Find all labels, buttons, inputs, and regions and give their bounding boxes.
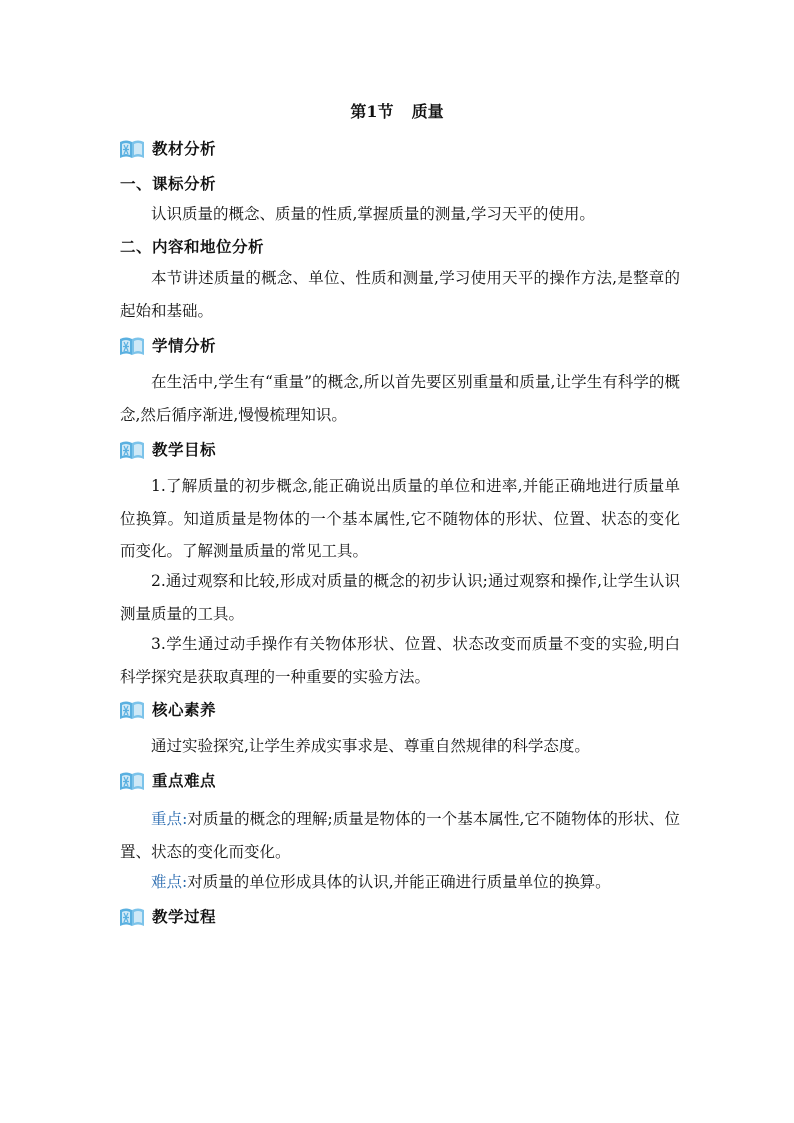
open-book-icon [119,771,145,791]
paragraph-content-position: 本节讲述质量的概念、单位、性质和测量,学习使用天平的操作方法,是整章的起始和基础。 [120,269,680,320]
paragraph-goal-1: 1.了解质量的初步概念,能正确说出质量的单位和进率,并能正确地进行质量单位换算。知道质量是物体的一个基本属性,它不随物体的形状、位置、状态的变化而变化。了解测量质量的常见工具。 [120,477,680,560]
section-heading-learner [119,333,216,359]
section-heading-text: 教材分析 [152,139,217,158]
key-point-label: 重点: [151,810,188,828]
section-heading-text: 学情分析 [152,336,217,355]
title-topic: 质量 [411,102,444,121]
section-heading-text: 教学目标 [152,440,217,459]
section-heading-text: 核心素养 [152,700,217,719]
title-section-number: 第1节 [350,102,394,121]
open-book-icon [119,700,145,720]
difficulty-label: 难点: [151,873,188,891]
paragraph-curriculum: 认识质量的概念、质量的性质,掌握质量的测量,学习天平的使用。 [151,205,595,223]
open-book-icon [119,440,145,460]
key-point-text: 对质量的概念的理解;质量是物体的一个基本属性,它不随物体的形状、位置、状态的变化而变化。 [120,810,680,861]
paragraph-goal-3: 3.学生通过动手操作有关物体形状、位置、状态改变而质量不变的实验,明白科学探究是获取真理的一种重要的实验方法。 [120,635,680,686]
open-book-icon [119,139,145,159]
subheading-curriculum: 一、课标分析 [120,174,217,193]
section-heading-analysis [119,136,216,162]
section-heading-text: 教学过程 [152,907,217,926]
section-heading-literacy [119,697,216,723]
open-book-icon [119,907,145,927]
section-heading-keypoints [119,768,216,794]
paragraph-goal-2: 2.通过观察和比较,形成对质量的概念的初步认识;通过观察和操作,让学生认识测量质量的工具。 [120,572,680,623]
paragraph-literacy: 通过实验探究,让学生养成实事求是、尊重自然规律的科学态度。 [151,737,590,755]
paragraph-learner: 在生活中,学生有“重量”的概念,所以首先要区别重量和质量,让学生有科学的概念,然后循序渐进,慢慢梳理知识。 [120,373,680,424]
paragraph-key-point [120,803,680,868]
section-heading-goals [119,437,216,463]
page-title [0,100,794,124]
open-book-icon [119,336,145,356]
section-heading-process [119,904,216,930]
section-heading-text: 重点难点 [152,771,217,790]
subheading-content-position: 二、内容和地位分析 [120,237,265,256]
paragraph-difficulty [120,866,680,899]
difficulty-text: 对质量的单位形成具体的认识,并能正确进行质量单位的换算。 [187,873,611,891]
